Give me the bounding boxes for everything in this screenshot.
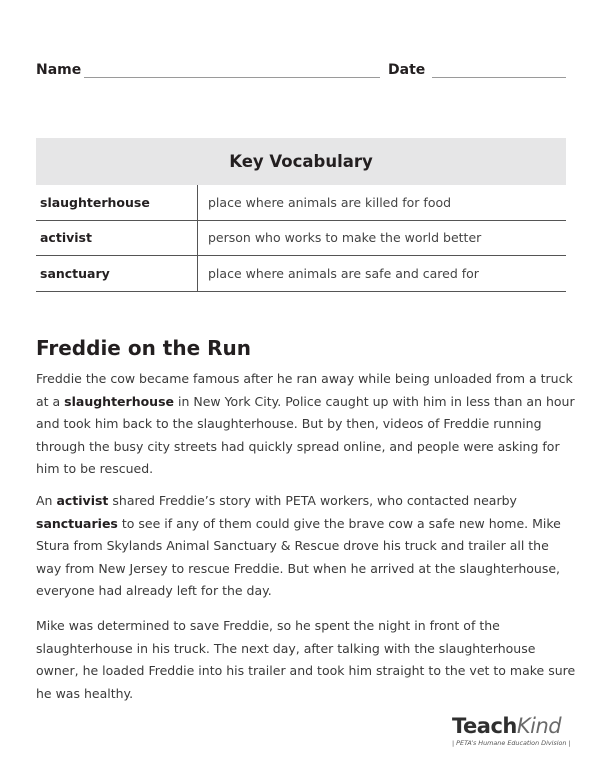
text-span: shared Freddie’s story with PETA workers, who contacted nearby — [108, 493, 517, 508]
text-span: in New York City. Police caught up with him in less than an hour and took him back to the slaughterhouse. But by then, videos of Freddie running through the busy city streets had quickly spread online, and people were asking for him to be rescued. — [36, 393, 575, 477]
vocabulary-definition: place where animals are killed for food — [208, 194, 452, 210]
name-line[interactable] — [84, 77, 380, 78]
date-line[interactable] — [432, 77, 566, 78]
text-span: An — [36, 493, 57, 508]
vocab-word-activist: activist — [56, 493, 109, 508]
story-title: Freddie on the Run — [36, 336, 251, 360]
text-span: to see if any of them could give the brave cow a safe new home. Mike Stura from Skylands Animal Sanctuary & Rescue drove his truck and trailer all the way from New Jersey to rescue Freddie. But when he arrived at the slaughterhouse, everyone had already left for the day. — [36, 515, 561, 599]
vocabulary-definition: person who works to make the world better — [208, 230, 482, 246]
vocabulary-term: sanctuary — [36, 256, 198, 291]
vocabulary-table — [36, 138, 566, 292]
story-paragraph — [36, 490, 576, 603]
vocabulary-term: activist — [36, 221, 198, 256]
vocabulary-term: slaughterhouse — [36, 185, 198, 220]
logo-teach: Teach — [452, 714, 517, 738]
vocabulary-row — [36, 221, 566, 257]
vocab-word-sanctuaries: sanctuaries — [36, 515, 118, 531]
logo-kind: Kind — [516, 714, 562, 738]
vocabulary-title: Key Vocabulary — [36, 138, 566, 185]
vocabulary-row — [36, 256, 566, 292]
name-date-row — [36, 62, 566, 82]
text-span: Freddie the cow became famous after he ran away while being unloaded from a truck at a — [36, 371, 573, 409]
date-label: Date — [388, 62, 426, 78]
teachkind-logo — [452, 714, 570, 747]
story-paragraph: Mike was determined to save Freddie, so he spent the night in front of the slaughterhouse in his truck. The next day, after talking with the slaughterhouse owner, he loaded Freddie into his trailer and took him straight to the vet to make sure he was healthy. — [36, 618, 576, 701]
name-label: Name — [36, 62, 82, 78]
vocabulary-row — [36, 185, 566, 221]
vocab-word-slaughterhouse: slaughterhouse — [64, 393, 174, 409]
story-paragraph — [36, 368, 576, 481]
logo-wordmark — [452, 714, 570, 738]
vocabulary-definition: place where animals are safe and cared for — [208, 265, 479, 281]
logo-tagline: | PETA’s Humane Education Division | — [452, 739, 571, 747]
